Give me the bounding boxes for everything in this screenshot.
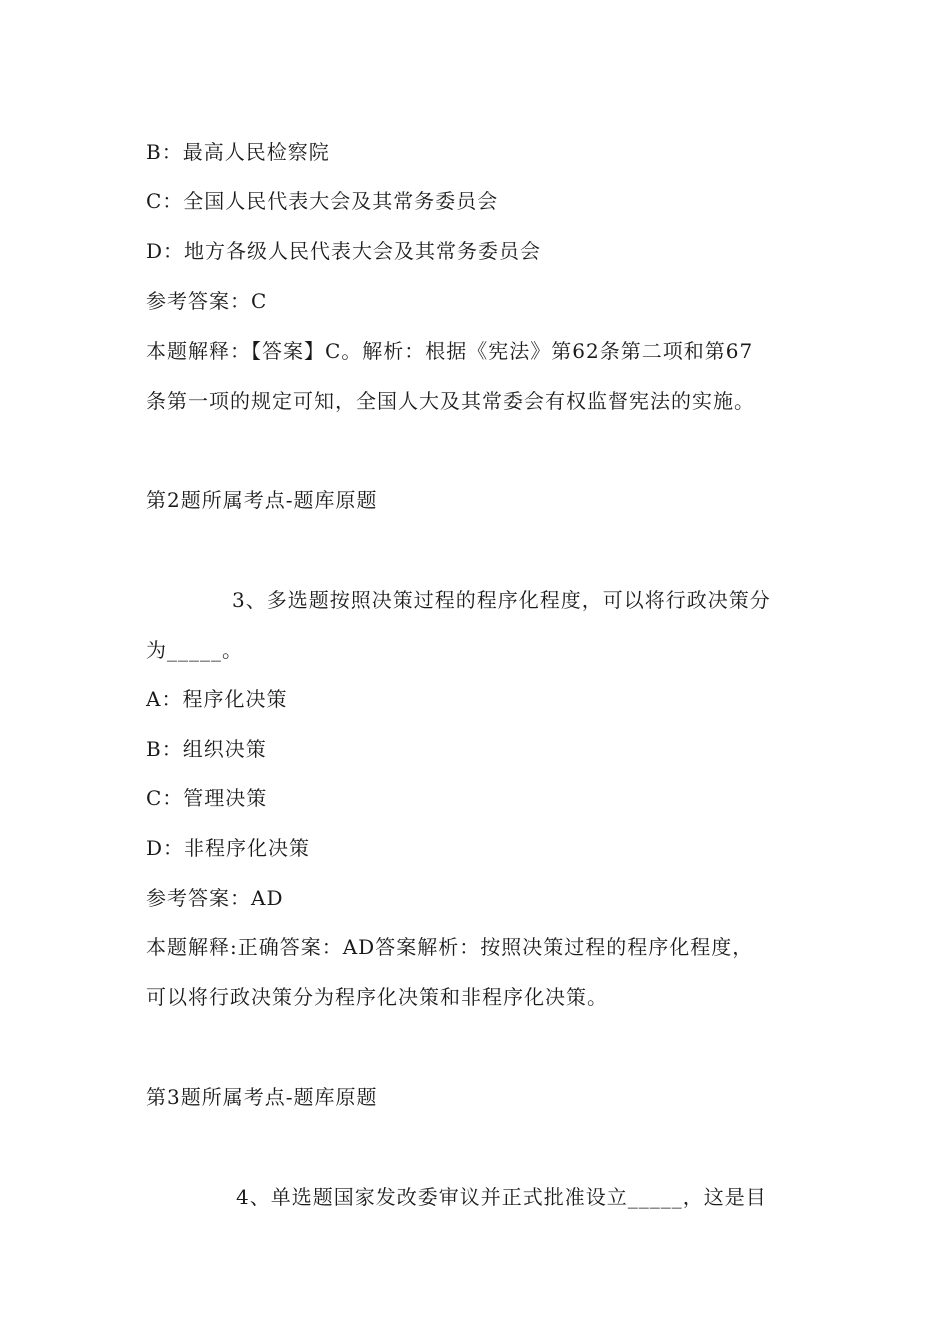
q1-explanation-line2: 条第一项的规定可知，全国人大及其常委会有权监督宪法的实施。 [146,389,755,413]
q3-option-b: B：组织决策 [146,737,267,761]
q1-answer: 参考答案：C [146,289,268,313]
q3-question-line2: 为_____。 [146,638,243,662]
q1-option-d: D：地方各级人民代表大会及其常务委员会 [146,239,542,263]
q1-option-b: B：最高人民检察院 [146,140,330,164]
q1-explanation-line1: 本题解释：【答案】C。解析：根据《宪法》第62条第二项和第67 [146,339,754,363]
q1-topic: 第2题所属考点-题库原题 [146,488,378,512]
q3-question-line1: 3、多选题按照决策过程的程序化程度，可以将行政决策分 [232,588,771,612]
q3-option-c: C：管理决策 [146,786,268,810]
q3-option-d: D：非程序化决策 [146,836,311,860]
q3-explanation-line1: 本题解释:正确答案：AD答案解析：按照决策过程的程序化程度， [146,935,754,959]
q3-topic: 第3题所属考点-题库原题 [146,1085,378,1109]
q3-answer: 参考答案：AD [146,886,284,910]
q4-question-line1: 4、单选题国家发改委审议并正式批准设立_____，这是目 [236,1185,767,1209]
q1-option-c: C：全国人民代表大会及其常务委员会 [146,189,499,213]
q3-explanation-line2: 可以将行政决策分为程序化决策和非程序化决策。 [146,985,608,1009]
q3-option-a: A：程序化决策 [146,687,288,711]
